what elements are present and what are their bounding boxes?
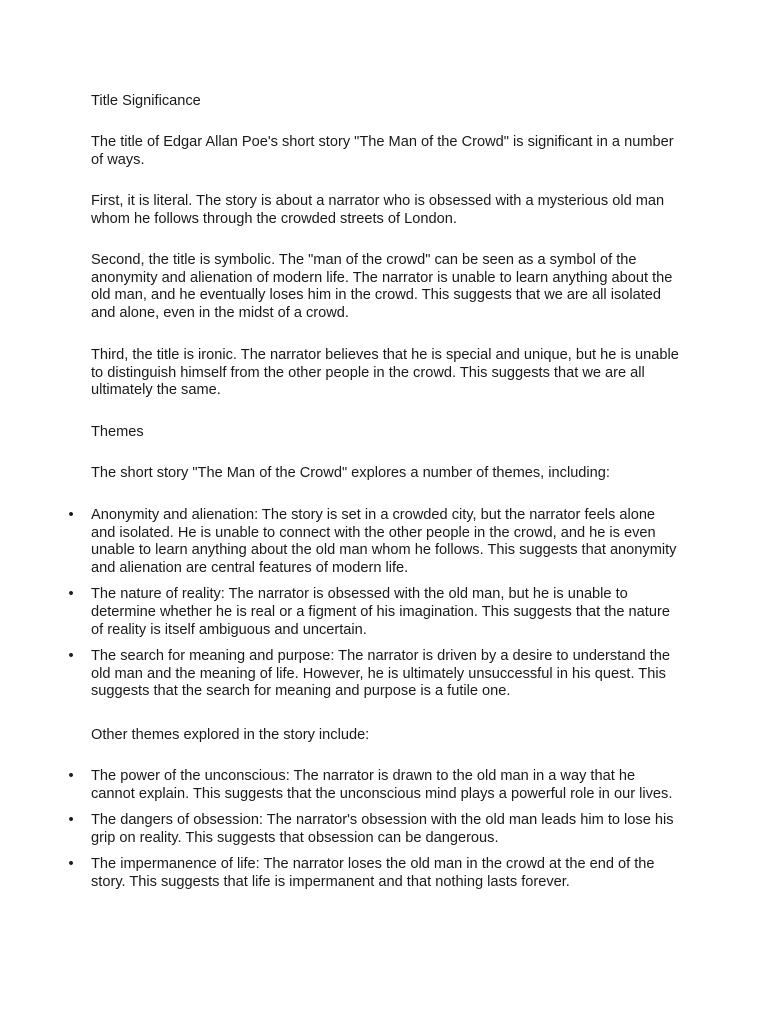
themes-intro-paragraph: The short story "The Man of the Crowd" explores a number of themes, including:	[91, 465, 610, 481]
bullet-icon: •	[68, 856, 74, 873]
list-item-text: The dangers of obsession: The narrator's obsession with the old man leads him to lose his grip on reality. This suggests that obsession can be dangerous.	[91, 812, 674, 846]
list-item	[68, 586, 681, 639]
title-symbolic-paragraph: Second, the title is symbolic. The "man of the crowd" can be seen as a symbol of the anonymity and alienation of modern life. The narrator is unable to learn anything about the old man, and he eventually loses him in the crowd. This suggests that we are all isolated and alone, even in the midst of a crowd.	[91, 252, 673, 321]
themes-list	[68, 507, 681, 710]
section-heading-themes: Themes	[91, 424, 144, 440]
list-item	[68, 648, 681, 701]
bullet-icon: •	[68, 586, 74, 603]
bullet-icon: •	[68, 507, 74, 523]
list-item-text: The power of the unconscious: The narrator is drawn to the old man in a way that he cannot explain. This suggests that the unconscious mind plays a powerful role in our lives.	[91, 768, 673, 802]
bullet-icon: •	[68, 768, 74, 784]
list-item-text: Anonymity and alienation: The story is set in a crowded city, but the narrator feels alone and isolated. He is unable to connect with the other people in the crowd, and he is even unable to learn anything about the old man whom he follows. This suggests that anonymity and alienation are central features of modern life.	[91, 507, 677, 576]
list-item-text: The nature of reality: The narrator is obsessed with the old man, but he is unable to determine whether he is real or a figment of his imagination. This suggests that the nature of reality is itself ambiguous and uncertain.	[91, 586, 670, 638]
title-ironic-paragraph: Third, the title is ironic. The narrator believes that he is special and unique, but he is unable to distinguish himself from the other people in the crowd. This suggests that we are all ultimately the same.	[91, 347, 679, 399]
title-literal-paragraph: First, it is literal. The story is about a narrator who is obsessed with a mysterious old man whom he follows through the crowded streets of London.	[91, 193, 665, 227]
bullet-icon: •	[68, 648, 74, 665]
bullet-icon: •	[68, 812, 74, 829]
list-item	[68, 812, 681, 847]
other-themes-list	[68, 768, 681, 901]
title-intro-paragraph: The title of Edgar Allan Poe's short story "The Man of the Crowd" is significant in a number of ways.	[91, 134, 674, 168]
other-themes-intro-paragraph: Other themes explored in the story include:	[91, 727, 370, 743]
list-item-text: The search for meaning and purpose: The narrator is driven by a desire to understand the old man and the meaning of life. However, he is ultimately unsuccessful in his quest. This suggests that the search for meaning and purpose is a futile one.	[91, 648, 670, 700]
list-item	[68, 507, 681, 577]
section-heading-title-significance: Title Significance	[91, 93, 201, 109]
list-item	[68, 768, 681, 803]
list-item	[68, 856, 681, 891]
list-item-text: The impermanence of life: The narrator loses the old man in the crowd at the end of the story. This suggests that life is impermanent and that nothing lasts forever.	[91, 856, 655, 890]
